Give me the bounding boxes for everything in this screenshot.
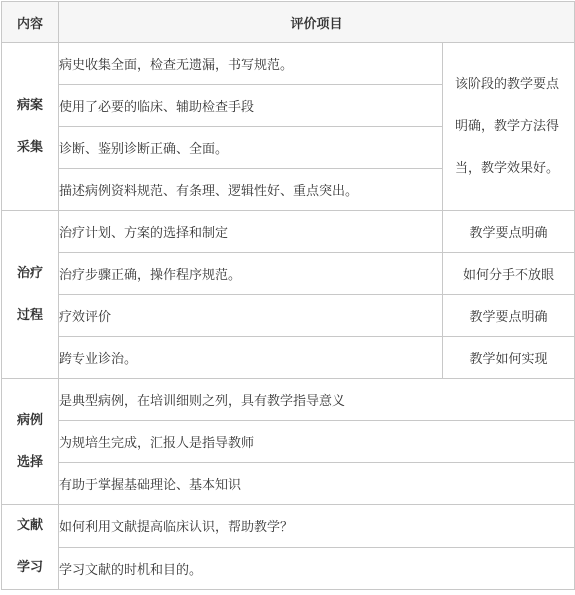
evaluation-item: 疗效评价 bbox=[59, 295, 443, 337]
evaluation-item: 学习文献的时机和目的。 bbox=[59, 547, 575, 590]
evaluation-table bbox=[1, 1, 575, 590]
note-line: 该阶段的教学要点 bbox=[455, 76, 560, 92]
evaluation-item: 治疗计划、方案的选择和制定 bbox=[59, 211, 443, 253]
header-evaluation-items: 评价项目 bbox=[59, 2, 575, 43]
evaluation-item: 有助于掌握基础理论、基本知识 bbox=[59, 463, 575, 505]
category-line: 治疗 bbox=[16, 265, 43, 281]
table-row bbox=[2, 295, 575, 337]
evaluation-item: 为规培生完成，汇报人是指导教师 bbox=[59, 421, 575, 463]
table-row bbox=[2, 505, 575, 548]
category-line: 选择 bbox=[16, 454, 43, 470]
category-line: 采集 bbox=[16, 139, 43, 155]
category-case-collection bbox=[2, 43, 59, 211]
category-line: 过程 bbox=[16, 307, 43, 323]
category-line: 病案 bbox=[16, 97, 43, 113]
table-row bbox=[2, 253, 575, 295]
section-note bbox=[443, 43, 575, 211]
item-note: 教学如何实现 bbox=[443, 337, 575, 379]
table-row bbox=[2, 379, 575, 421]
note-line: 当，教学效果好。 bbox=[455, 160, 560, 176]
evaluation-item: 如何利用文献提高临床认识，帮助教学？ bbox=[59, 505, 575, 548]
category-line: 学习 bbox=[16, 560, 43, 575]
item-note: 教学要点明确 bbox=[443, 295, 575, 337]
table-row bbox=[2, 421, 575, 463]
category-treatment-process bbox=[2, 211, 59, 379]
note-line: 明确，教学方法得 bbox=[455, 118, 560, 134]
category-line: 文献 bbox=[16, 518, 43, 533]
category-literature-study bbox=[2, 505, 59, 590]
evaluation-item: 治疗步骤正确，操作程序规范。 bbox=[59, 253, 443, 295]
evaluation-item: 描述病例资料规范、有条理、逻辑性好、重点突出。 bbox=[59, 169, 443, 211]
table-row bbox=[2, 337, 575, 379]
evaluation-item: 诊断、鉴别诊断正确、全面。 bbox=[59, 127, 443, 169]
item-note: 如何分手不放眼 bbox=[443, 253, 575, 295]
evaluation-item: 是典型病例，在培训细则之列，具有教学指导意义 bbox=[59, 379, 575, 421]
evaluation-item: 病史收集全面，检查无遗漏，书写规范。 bbox=[59, 43, 443, 85]
item-note: 教学要点明确 bbox=[443, 211, 575, 253]
table-row bbox=[2, 211, 575, 253]
category-case-selection bbox=[2, 379, 59, 505]
header-row bbox=[2, 2, 575, 43]
category-line: 病例 bbox=[16, 412, 43, 428]
evaluation-item: 跨专业诊治。 bbox=[59, 337, 443, 379]
evaluation-item: 使用了必要的临床、辅助检查手段 bbox=[59, 85, 443, 127]
table-row bbox=[2, 547, 575, 590]
table-row bbox=[2, 43, 575, 85]
header-content: 内容 bbox=[2, 2, 59, 43]
table-row bbox=[2, 463, 575, 505]
